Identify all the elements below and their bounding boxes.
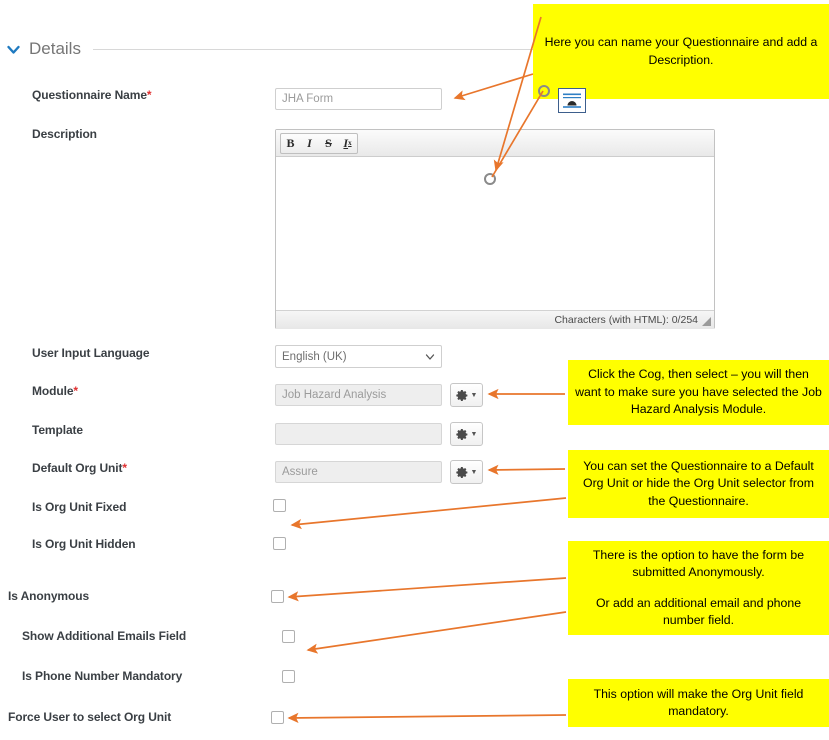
module-cog-button[interactable] <box>450 383 483 407</box>
gear-icon <box>456 466 469 479</box>
gear-icon <box>456 389 469 402</box>
chevron-down-icon <box>424 351 435 362</box>
force-user-to-select-org-unit-checkbox[interactable] <box>271 711 284 724</box>
callout-module-cog: Click the Cog, then select – you will then want to make sure you have selected the Job Hazard Analysis Module. <box>568 360 829 425</box>
questionnaire-name-label: Questionnaire Name* <box>32 88 152 102</box>
resize-handle-icon[interactable] <box>701 316 712 327</box>
show-additional-emails-field-checkbox[interactable] <box>282 630 295 643</box>
header-divider <box>93 49 560 50</box>
template-label: Template <box>32 423 83 437</box>
gear-icon <box>456 428 469 441</box>
image-placeholder-icon[interactable] <box>558 88 586 113</box>
module-input[interactable]: Job Hazard Analysis <box>275 384 442 406</box>
is-phone-number-mandatory-checkbox[interactable] <box>282 670 295 683</box>
callout-default-org-unit: You can set the Questionnaire to a Default Org Unit or hide the Org Unit selector from the Questionnaire. <box>568 450 829 518</box>
user-input-language-value: English (UK) <box>282 350 347 363</box>
is-org-unit-hidden-label: Is Org Unit Hidden <box>32 537 136 551</box>
remove-format-icon[interactable]: I x <box>343 135 352 150</box>
italic-icon[interactable]: I <box>307 135 312 150</box>
selection-handle[interactable] <box>538 85 550 97</box>
required-marker: * <box>122 461 127 475</box>
force-user-to-select-org-unit-label: Force User to select Org Unit <box>8 710 172 724</box>
bold-icon[interactable]: B <box>286 135 295 150</box>
callout-anonymous: There is the option to have the form be submitted Anonymously. Or add an additional email and phone number field. <box>568 541 829 635</box>
is-org-unit-hidden-checkbox[interactable] <box>273 537 286 550</box>
default-org-unit-input[interactable]: Assure <box>275 461 442 483</box>
is-org-unit-fixed-checkbox[interactable] <box>273 499 286 512</box>
user-input-language-label: User Input Language <box>32 346 150 360</box>
template-input[interactable] <box>275 423 442 445</box>
callout-name-description: Here you can name your Questionnaire and add a Description. <box>533 4 829 99</box>
show-additional-emails-field-label: Show Additional Emails Field <box>22 629 187 643</box>
chevron-down-icon: ▼ <box>470 468 478 476</box>
details-section-header[interactable] <box>0 36 560 62</box>
is-phone-number-mandatory-label: Is Phone Number Mandatory <box>22 669 183 683</box>
is-anonymous-checkbox[interactable] <box>271 590 284 603</box>
is-org-unit-fixed-label: Is Org Unit Fixed <box>32 500 127 514</box>
chevron-down-icon: ▼ <box>470 430 478 438</box>
description-editor[interactable] <box>275 129 715 329</box>
default-org-unit-label: Default Org Unit* <box>32 461 127 475</box>
is-anonymous-label: Is Anonymous <box>8 589 90 603</box>
required-marker: * <box>73 384 78 398</box>
module-label: Module* <box>32 384 78 398</box>
description-label: Description <box>32 127 97 141</box>
callout-force-org-unit: This option will make the Org Unit field mandatory. <box>568 679 829 727</box>
questionnaire-name-input[interactable]: JHA Form <box>275 88 442 110</box>
editor-tool-group <box>280 133 358 154</box>
chevron-down-icon: ▼ <box>470 391 478 399</box>
selection-handle[interactable] <box>484 173 496 185</box>
editor-status-bar <box>276 310 714 329</box>
required-marker: * <box>146 88 152 102</box>
editor-toolbar <box>276 130 714 157</box>
page-title: Details <box>29 39 81 58</box>
chevron-down-icon[interactable] <box>4 40 22 58</box>
character-count: Characters (with HTML): 0/254 <box>554 314 698 326</box>
default-org-unit-cog-button[interactable] <box>450 460 483 484</box>
user-input-language-select[interactable] <box>275 345 442 368</box>
strikethrough-icon[interactable]: S <box>325 135 332 150</box>
template-cog-button[interactable] <box>450 422 483 446</box>
